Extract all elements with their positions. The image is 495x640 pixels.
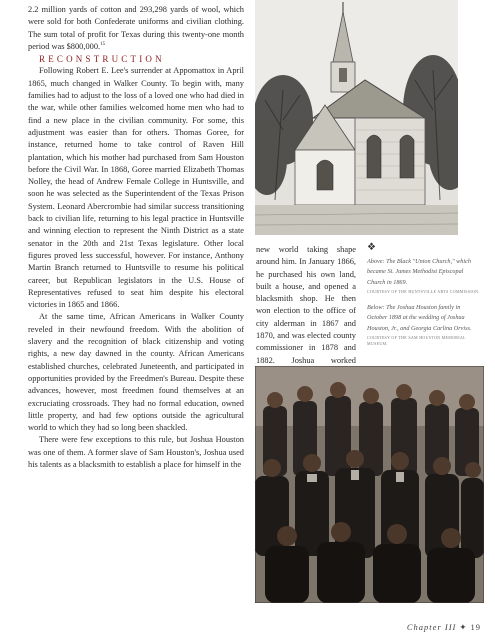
family-photo <box>255 366 484 603</box>
body-paragraph: There were few exceptions to this rule, but Joshua Houston was one of them. A former slave of Sam Houston's, Joshua used his talents as a blacksmith to establish a place for himself in the <box>28 435 244 469</box>
credit-below: COURTESY OF THE SAM HOUSTON MEMORIAL MUSEUM. <box>367 335 466 346</box>
left-text-column <box>28 4 244 471</box>
ornament-icon: ❖ <box>367 242 376 253</box>
caption-above: Above: The Black "Union Church," which became St. James Methodist Episcopal Church in 1869. <box>367 257 471 286</box>
chapter-label: Chapter III <box>406 622 457 632</box>
credit-above: COURTESY OF THE HUNTSVILLE ARTS COMMISSION. <box>367 289 480 294</box>
body-paragraph: new world taking shape around him. In January 1866, he purchased his own land, built a house, and opened a blacksmith shop. He then won election to the office of city alderman in 1867 and 1870, and was elected county commissioner in 1878 and 1882. Joshua worked <box>256 244 356 416</box>
photo-captions <box>367 243 482 354</box>
footnote-marker: 15 <box>100 42 106 48</box>
diamond-icon: ✦ <box>459 622 468 632</box>
section-heading: RECONSTRUCTION <box>39 54 165 65</box>
body-paragraph: Following Robert E. Lee's surrender at Appomattox in April 1865, much changed in Walker County. To begin with, many families had to adjust to the loss of a loved one who had died in the war, while other families welcomed home men who had to find a new place in the civilian community. For some, this adjustment was easier than for others. Thomas Goree, for instance, returned home to take control of Raven Hill plantation, which his mother had purchased from Sam Houston before the Civil War. In 1868, Goree married Elizabeth Thomas Nolley, the head of Andrew Female College in Huntsville, and soon he was selected as the Superintendent of the Texas Prison System. Leonard Abercrombie had similar success transitioning back to civilian life, returning to his legal practice in Huntsville and winning election to represent the Ninth District as a state senator in the 20th and 21st Texas legislature. Other local figures proved less successful, however. For instance, Anthony Martin Branch returned to Huntsville to resume his political career, but Republican legislators in the U.S. House of Representatives refused to seat him despite his electoral victories in 1865 and 1866. <box>28 66 244 310</box>
page-footer <box>407 622 481 633</box>
caption-below: Below: The Joshua Houston family in October 1898 at the wedding of Joshua Houston, Jr., and Georgia Carlina Orviss. <box>367 303 472 332</box>
body-paragraph: 2.2 million yards of cotton and 293,298 yards of wool, which were sold for both Confederate uniforms and civilian clothing. The sum total of profit for Texas during this twenty-one month period was $800,000.15 <box>28 5 244 51</box>
church-photo <box>255 0 458 235</box>
body-paragraph: At the same time, African Americans in Walker County reveled in their newfound freedom. With the abolition of slavery and the recognition of black citizenship and voting rights, a new day dawned in the county. African Americans established churches, celebrated Juneteenth, and participated in opportunities provided by the Freedmen's Bureau. Despite these advances, however, most freedmen found themselves at an excruciating crossroads. They had no formal education, owned little property, and had few options outside the agricultural world to which they had so long been shackled. <box>28 312 244 433</box>
page-number: 19 <box>470 622 481 632</box>
